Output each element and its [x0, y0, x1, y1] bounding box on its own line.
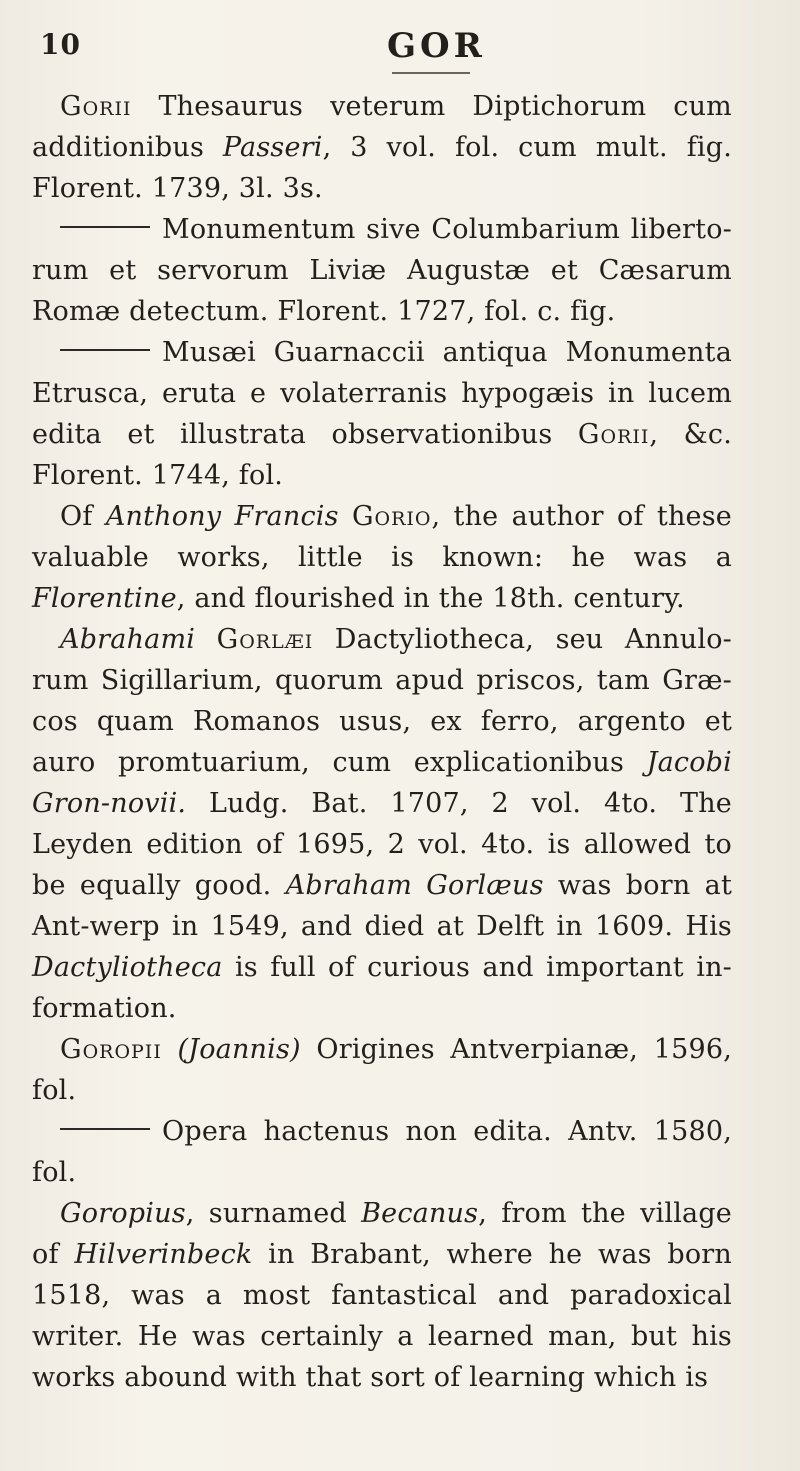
entry-gorii-thesaurus	[32, 86, 732, 209]
author-name: Gorii	[577, 419, 650, 450]
italic-name: Goropius	[60, 1198, 186, 1229]
entry-text: Of	[60, 501, 93, 532]
entry-musaei-guarnaccii	[32, 332, 732, 496]
entry-gorlaei-dactyliotheca	[32, 619, 732, 1029]
entry-text: Monumentum sive Columbarium liberto-rum et servorum Liviæ Augustæ et Cæsarum Romæ detectum. Florent. 1727, fol. c. fig.	[32, 214, 732, 327]
italic-name: Jacobi Gron-novii.	[32, 747, 732, 819]
italic-name: Abrahami	[60, 624, 196, 655]
ditto-dash	[60, 349, 150, 351]
italic-name: Becanus	[361, 1198, 479, 1229]
entry-text: Ludg. Bat. 1707, 2 vol. 4to. The Leyden edition of 1695, 2 vol. 4to. is allowed to be equally good.	[32, 788, 732, 901]
italic-name: (Joannis)	[177, 1034, 301, 1065]
entry-text: Opera hactenus non edita. Antv. 1580, fol.	[32, 1116, 732, 1188]
italic-name: Florentine	[32, 583, 177, 614]
entry-text: , 3 vol. fol. cum mult. fig. Florent. 1739, 3l. 3s.	[32, 132, 732, 204]
ditto-dash	[60, 226, 150, 228]
entry-text: Musæi Guarnaccii antiqua Monumenta Etrusca, eruta e volaterranis hypogæis in lucem edita et illustrata observationibus	[32, 337, 732, 450]
header-rule	[392, 72, 470, 74]
author-name: Gorii	[60, 91, 132, 122]
note-gorio	[32, 496, 732, 619]
italic-name: Passeri	[222, 132, 323, 163]
entry-text: , &c. Florent. 1744, fol.	[32, 419, 732, 491]
running-title: GOR	[387, 26, 486, 66]
note-goropius	[32, 1193, 732, 1398]
ditto-dash	[60, 1128, 150, 1130]
italic-name: Hilverinbeck	[74, 1239, 253, 1270]
author-name: Gorlæi	[216, 624, 314, 655]
running-head	[32, 10, 730, 66]
entry-text: is full of curious and important in-formation.	[32, 952, 732, 1024]
entry-text: Dactyliotheca, seu Annulo-rum Sigillarium, quorum apud priscos, tam Græ-cos quam Romanos usus, ex ferro, argento et auro promtuarium, cum explicationibus	[32, 624, 732, 778]
entry-goropii-origines	[32, 1029, 732, 1111]
page-body	[32, 86, 732, 1398]
author-name: Gorio	[351, 501, 432, 532]
page-number: 10	[40, 28, 81, 61]
italic-name: Abraham Gorlæus	[285, 870, 544, 901]
entry-text: Thesaurus veterum Diptichorum cum additionibus	[32, 91, 732, 163]
entry-text: , and flourished in the 18th. century.	[176, 583, 685, 614]
entry-opera-hactenus	[32, 1111, 732, 1193]
author-name: Goropii	[60, 1034, 162, 1065]
italic-title: Dactyliotheca	[32, 952, 223, 983]
entry-text: , from the village of	[32, 1198, 732, 1270]
entry-text: in Brabant, where he was born 1518, was a most fantastical and paradoxical writer. He was certainly a learned man, but his works abound with that sort of learning which is	[32, 1239, 732, 1393]
entry-text: was born at Ant-werp in 1549, and died at Delft in 1609. His	[32, 870, 732, 942]
entry-monumentum	[32, 209, 732, 332]
entry-text: Origines Antverpianæ, 1596, fol.	[32, 1034, 732, 1106]
italic-name: Anthony Francis	[105, 501, 339, 532]
entry-text: , the author of these valuable works, little is known: he was a	[32, 501, 732, 573]
entry-text: , surnamed	[185, 1198, 347, 1229]
